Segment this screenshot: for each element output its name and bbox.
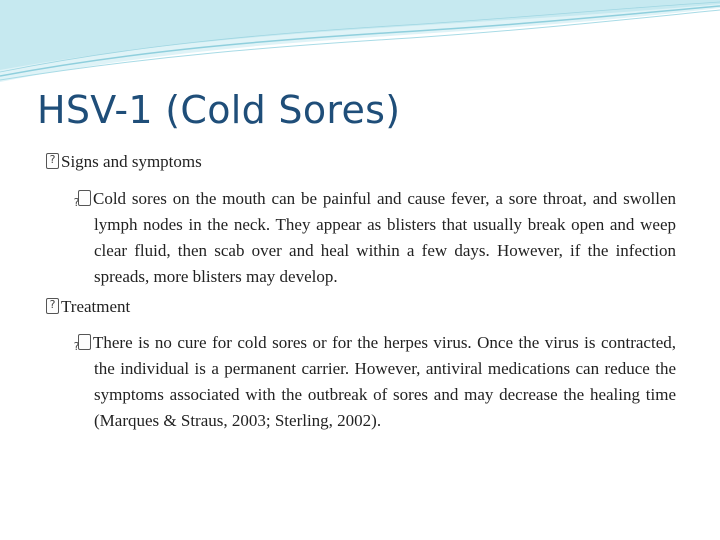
slide-title: HSV-1 (Cold Sores) [37, 88, 401, 132]
bullet-symptoms-description [78, 186, 676, 290]
bullet-text: Cold sores on the mouth can be painful and cause fever, a sore throat, and swollen lymph nodes in the neck. They appear as blisters that usually break open and weep clear fluid, then scab over and heal within a few days. However, if the infection spreads, more blisters may develop. [93, 189, 676, 286]
bullet-glyph-icon [46, 153, 59, 169]
bullet-glyph-icon [78, 334, 91, 350]
bullet-treatment-description [78, 330, 676, 434]
bullet-glyph-icon [78, 190, 91, 206]
bullet-text: There is no cure for cold sores or for the herpes virus. Once the virus is contracted, the individual is a permanent carrier. However, antiviral medications can reduce the symptoms associated with the outbreak of sores and may decrease the healing time (Marques & Straus, 2003; Sterling, 2002). [93, 333, 676, 430]
bullet-glyph-icon [46, 298, 59, 314]
bullet-text: Treatment [61, 297, 131, 316]
bullet-treatment [46, 297, 130, 317]
decorative-wave-band [0, 0, 720, 90]
bullet-text: Signs and symptoms [61, 152, 202, 171]
bullet-signs-and-symptoms [46, 152, 202, 172]
